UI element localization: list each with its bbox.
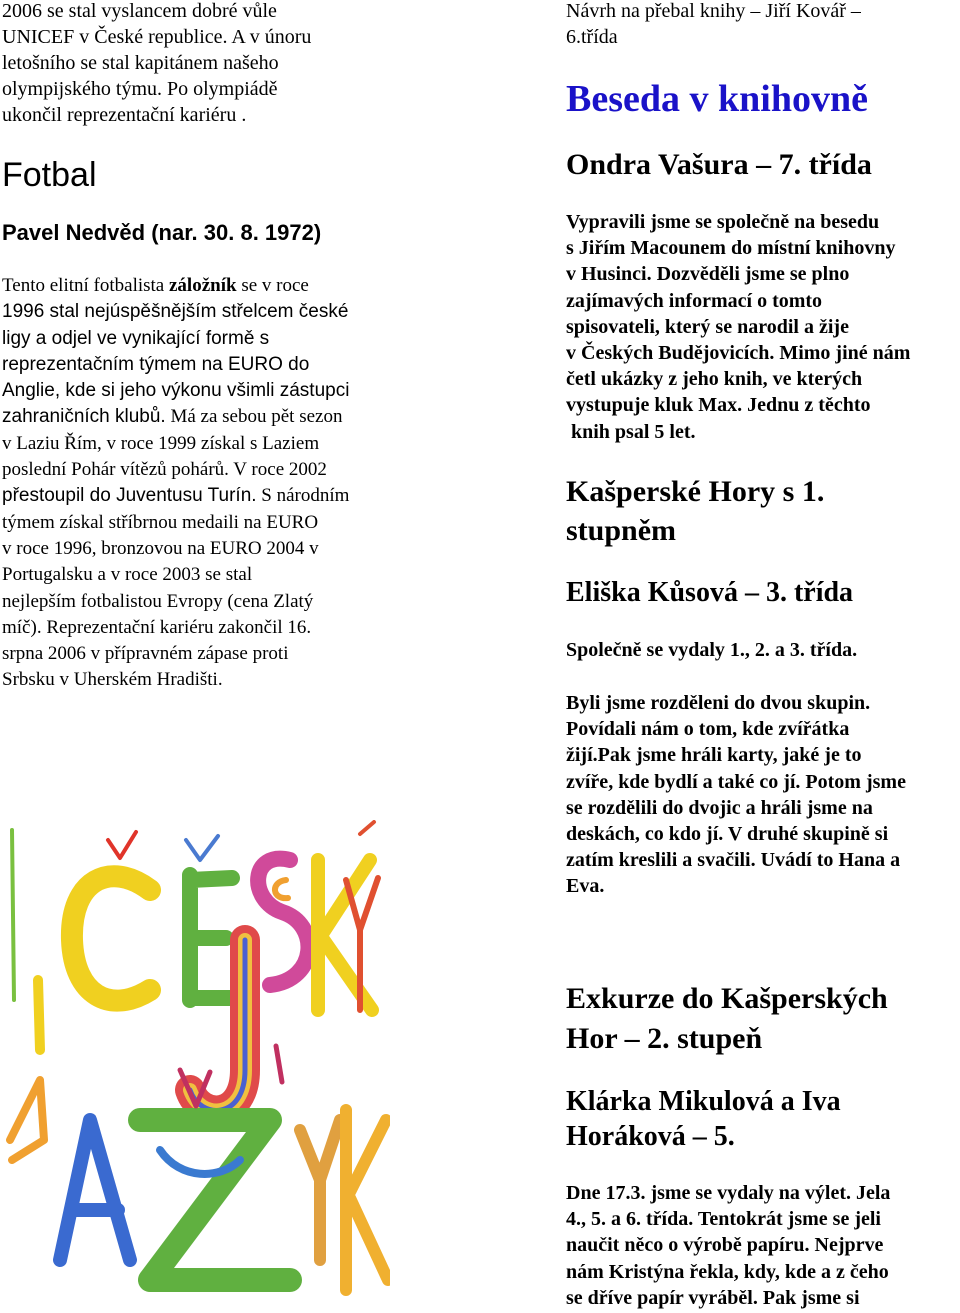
player-heading: Pavel Nedvěd (nar. 30. 8. 1972) [2, 220, 322, 245]
exkurze-title [566, 979, 960, 1059]
text-line: v Husinci. Dozvěděli jsme se plno [566, 263, 850, 286]
book-cover-drawing [0, 820, 390, 1310]
cover-caption [566, 0, 960, 50]
text-line: četl ukázky z jeho knih, ve kterých [566, 368, 863, 391]
text-span: Tento elitní fotbalista [2, 275, 169, 296]
text-line: UNICEF v České republice. A v únoru [2, 26, 312, 48]
text-line: Anglie, kde si jeho výkonu všimli zástupci [2, 380, 350, 402]
text-span: S národním [256, 485, 350, 507]
text-line: letošního se stal kapitánem našeho [2, 52, 279, 74]
text-line: ligy a odjel ve vynikající formě s [2, 327, 270, 349]
text-line: v Českých Budějovicích. Mimo jiné nám [566, 342, 911, 365]
text-line: 2006 se stal vyslancem dobré vůle [2, 0, 277, 22]
text-line [2, 483, 402, 509]
text-line: 4., 5. a 6. třída. Tentokrát jsme se jeli [566, 1208, 881, 1231]
text-line: Exkurze do Kašperských [566, 982, 888, 1015]
text-line: Klárka Mikulová a Iva [566, 1086, 841, 1117]
text-line: Portugalsku a v roce 2003 se stal [2, 564, 253, 586]
beseda-author: Ondra Vašura – 7. třída [566, 148, 872, 181]
text-line: poslední Pohár vítězů pohárů. V roce 2002 [2, 459, 327, 481]
text-line: se rozdělili do dvojic a hráli jsme na [566, 796, 873, 819]
text-span: zahraničních klubů. [2, 406, 166, 428]
exkurze-paragraph [566, 1180, 960, 1311]
text-line [2, 273, 402, 299]
text-line: žijí.Pak jsme hráli karty, jaké je to [566, 744, 862, 767]
text-line: míč). Reprezentační kariéru zakončil 16. [2, 616, 312, 638]
text-line: srpna 2006 v přípravném zápase proti [2, 643, 289, 665]
exkurze-author [566, 1084, 960, 1154]
kasperske-paragraph [566, 690, 960, 900]
text-span: záložník [169, 275, 237, 296]
text-line: spisovateli, který se narodil a žije [566, 315, 849, 338]
text-line: ukončil reprezentační kariéru . [2, 104, 247, 126]
text-line: Kašperské Hory s 1. [566, 475, 825, 508]
text-line: Horáková – 5. [566, 1121, 735, 1152]
text-line: Vypravili jsme se společně na besedu [566, 211, 880, 233]
kasperske-intro: Společně se vydaly 1., 2. a 3. třída. [566, 639, 858, 661]
text-line: naučit něco o výrobě papíru. Nejprve [566, 1234, 884, 1257]
text-line: vystupuje kluk Max. Jednu z těchto [566, 394, 871, 417]
beseda-paragraph [566, 209, 960, 445]
text-line: Povídali nám o tom, kde zvířátka [566, 718, 850, 741]
text-line: zatím kreslili a svačili. Uvádí to Hana a [566, 849, 901, 872]
text-line: v Laziu Řím, v roce 1999 získal s Laziem [2, 432, 320, 454]
text-line: 6.třída [566, 26, 618, 48]
kasperske-author: Eliška Kůsová – 3. třída [566, 577, 854, 608]
text-span: se v roce [236, 275, 309, 296]
text-line: zajímavých informací o tomto [566, 289, 823, 312]
text-line: týmem získal stříbrnou medaili na EURO [2, 511, 319, 533]
text-span: Má za sebou pět sezon [165, 406, 343, 428]
text-line: deskách, co kdo jí. V druhé skupině si [566, 823, 889, 846]
text-line: nejlepším fotbalistou Evropy (cena Zlatý [2, 590, 314, 612]
text-line: knih psal 5 let. [566, 420, 696, 443]
kasperske-title [566, 472, 960, 550]
text-line: Byli jsme rozděleni do dvou skupin. [566, 692, 871, 714]
text-line: Srbsku v Uherském Hradišti. [2, 669, 223, 691]
text-line: stupněm [566, 514, 677, 547]
text-line [2, 404, 402, 430]
text-line: zvíře, kde bydlí a také co jí. Potom jsme [566, 770, 906, 793]
text-line: v roce 1996, bronzovou na EURO 2004 v [2, 537, 319, 559]
text-line: Hor – 2. stupeň [566, 1022, 763, 1055]
text-line: 1996 stal nejúspěšnějším střelcem české [2, 301, 349, 323]
text-line: nám Kristýna řekla, kdy, kde a z čeho [566, 1260, 889, 1283]
section-title: Fotbal [2, 156, 97, 194]
text-line: Eva. [566, 875, 605, 898]
text-line: olympijského týmu. Po olympiádě [2, 78, 278, 100]
text-line: Dne 17.3. jsme se vydaly na výlet. Jela [566, 1182, 891, 1204]
text-line: reprezentačním týmem na EURO do [2, 353, 310, 375]
text-line: se dříve papír vyráběl. Pak jsme si [566, 1286, 860, 1309]
beseda-title: Beseda v knihovně [566, 78, 868, 120]
intro-paragraph [2, 0, 402, 128]
text-line: Návrh na přebal knihy – Jiří Kovář – [566, 0, 861, 22]
text-span: přestoupil do Juventusu Turín. [2, 485, 257, 507]
player-paragraph [2, 273, 402, 694]
text-line: s Jiřím Macounem do místní knihovny [566, 237, 896, 260]
